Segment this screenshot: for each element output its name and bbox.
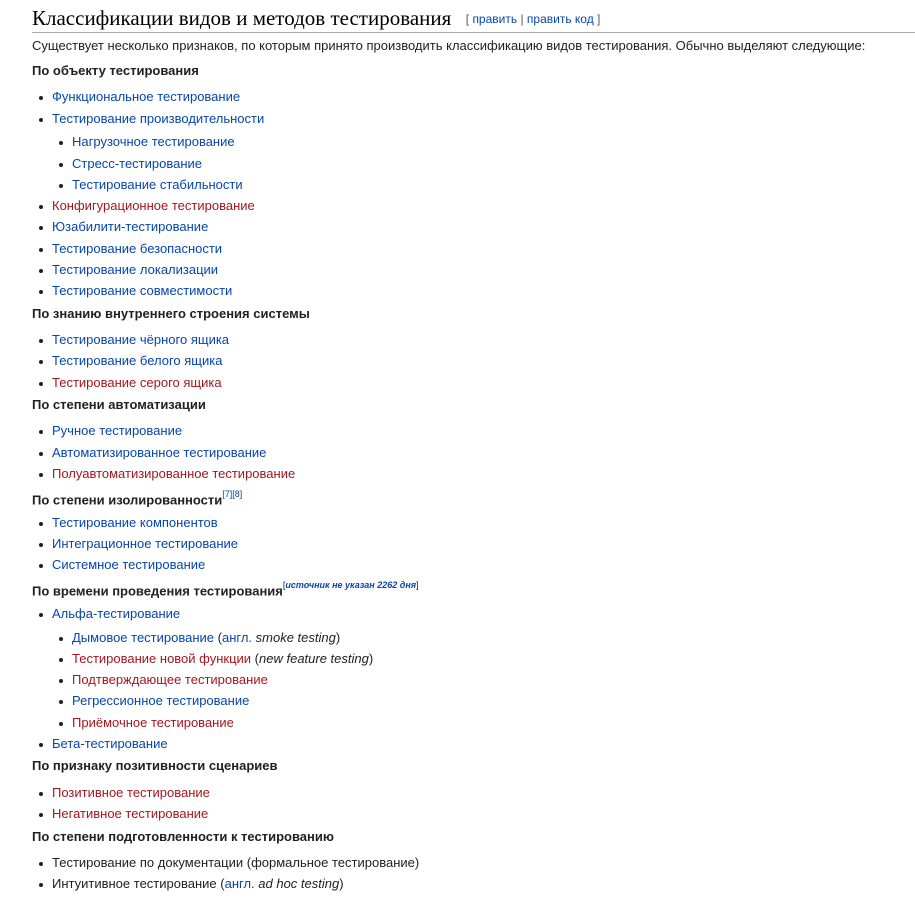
section-by-time <box>32 579 419 599</box>
list-item <box>52 515 218 531</box>
adhoc-testing-text: Интуитивное тестирование <box>52 876 217 891</box>
section-by-positivity: По признаку позитивности сценариев <box>32 758 278 773</box>
link-beta[interactable]: Бета-тестирование <box>52 736 168 751</box>
list-item <box>72 715 234 731</box>
link-regression[interactable]: Регрессионное тестирование <box>72 693 250 708</box>
ref-7[interactable]: [7] <box>222 489 233 499</box>
note-close: ] <box>416 580 419 590</box>
link-blackbox[interactable]: Тестирование чёрного ящика <box>52 332 230 347</box>
list-item <box>72 693 249 709</box>
citation-needed-link[interactable]: источник не указан 2262 дня <box>285 580 417 590</box>
formal-testing-text: Тестирование по документации (формальное тестирование) <box>52 855 420 870</box>
list-item <box>52 423 182 439</box>
smoke-open: ( <box>214 630 222 645</box>
link-stability[interactable]: Тестирование стабильности <box>72 177 243 192</box>
list-item <box>52 375 222 391</box>
link-alpha[interactable]: Альфа-тестирование <box>52 606 181 621</box>
note-open: [ <box>282 580 286 590</box>
link-manual[interactable]: Ручное тестирование <box>52 423 183 438</box>
section-title: По времени проведения тестирования <box>32 583 283 599</box>
list-item <box>52 332 229 348</box>
smoke-english: smoke testing <box>252 630 336 645</box>
list-item <box>72 177 243 193</box>
link-greybox[interactable]: Тестирование серого ящика <box>52 375 222 390</box>
link-localization[interactable]: Тестирование локализации <box>52 262 219 277</box>
list-item <box>52 283 232 299</box>
link-compat[interactable]: Тестирование совместимости <box>52 283 233 298</box>
link-load[interactable]: Нагрузочное тестирование <box>72 134 235 149</box>
link-performance[interactable]: Тестирование производительности <box>52 111 265 126</box>
section-heading <box>32 4 915 33</box>
link-confirm[interactable]: Подтверждающее тестирование <box>72 672 268 687</box>
intro-paragraph: Существует несколько признаков, по которым принято производить классификацию видов тестирования. Обычно выделяют следующие: <box>32 38 866 53</box>
list-item <box>52 536 238 552</box>
link-acceptance[interactable]: Приёмочное тестирование <box>72 715 234 730</box>
list-item <box>72 156 202 172</box>
section-by-automation: По степени автоматизации <box>32 397 206 412</box>
smoke-close: ) <box>335 630 341 645</box>
list-item <box>52 262 218 278</box>
link-config[interactable]: Конфигурационное тестирование <box>52 198 255 213</box>
list-item <box>52 219 208 235</box>
link-usability[interactable]: Юзабилити-тестирование <box>52 219 209 234</box>
edit-link[interactable]: править <box>472 12 518 26</box>
list-item <box>52 111 264 127</box>
edit-code-link[interactable]: править код <box>526 12 594 26</box>
list-item <box>52 557 205 573</box>
section-by-object: По объекту тестирования <box>32 63 199 78</box>
newfeature-english: new feature testing <box>259 651 369 666</box>
section-title: По степени изолированности <box>32 492 223 508</box>
edit-section-links <box>466 12 601 26</box>
edit-separator: | <box>517 12 527 26</box>
link-automated[interactable]: Автоматизированное тестирование <box>52 445 267 460</box>
link-component[interactable]: Тестирование компонентов <box>52 515 218 530</box>
list-item <box>72 134 235 150</box>
list-item <box>52 445 266 461</box>
list-item <box>52 736 168 752</box>
list-item <box>52 466 295 482</box>
link-security[interactable]: Тестирование безопасности <box>52 241 223 256</box>
list-item <box>72 630 340 646</box>
list-item <box>52 806 208 822</box>
list-item <box>52 353 222 369</box>
list-item <box>52 89 240 105</box>
list-item <box>52 198 255 214</box>
list-item <box>52 876 344 892</box>
link-system[interactable]: Системное тестирование <box>52 557 206 572</box>
section-by-isolation <box>32 488 242 508</box>
link-semiauto[interactable]: Полуавтоматизированное тестирование <box>52 466 296 481</box>
link-lang-abbr[interactable]: англ. <box>224 876 255 891</box>
list-item <box>72 672 268 688</box>
list-item <box>52 241 222 257</box>
section-by-internal: По знанию внутреннего строения системы <box>32 306 310 321</box>
list-item <box>52 855 419 871</box>
adhoc-english: ad hoc testing <box>254 876 340 891</box>
ref-8[interactable]: [8] <box>232 489 243 499</box>
list-item <box>52 785 210 801</box>
link-negative[interactable]: Негативное тестирование <box>52 806 209 821</box>
link-integration[interactable]: Интеграционное тестирование <box>52 536 239 551</box>
section-by-readiness: По степени подготовленности к тестированию <box>32 829 334 844</box>
list-item <box>52 606 180 622</box>
link-stress[interactable]: Стресс-тестирование <box>72 156 203 171</box>
edit-bracket-close: ] <box>593 12 601 26</box>
adhoc-open: ( <box>216 876 225 891</box>
link-newfeature[interactable]: Тестирование новой функции <box>72 651 252 666</box>
page-title: Классификации видов и методов тестирования <box>32 6 452 30</box>
link-smoke[interactable]: Дымовое тестирование <box>72 630 215 645</box>
link-functional[interactable]: Функциональное тестирование <box>52 89 241 104</box>
newfeature-close: ) <box>368 651 374 666</box>
list-item <box>72 651 373 667</box>
link-lang-abbr[interactable]: англ. <box>221 630 253 645</box>
edit-bracket-open: [ <box>465 12 473 26</box>
adhoc-close: ) <box>339 876 344 891</box>
newfeature-open: ( <box>251 651 260 666</box>
link-positive[interactable]: Позитивное тестирование <box>52 785 210 800</box>
link-whitebox[interactable]: Тестирование белого ящика <box>52 353 223 368</box>
